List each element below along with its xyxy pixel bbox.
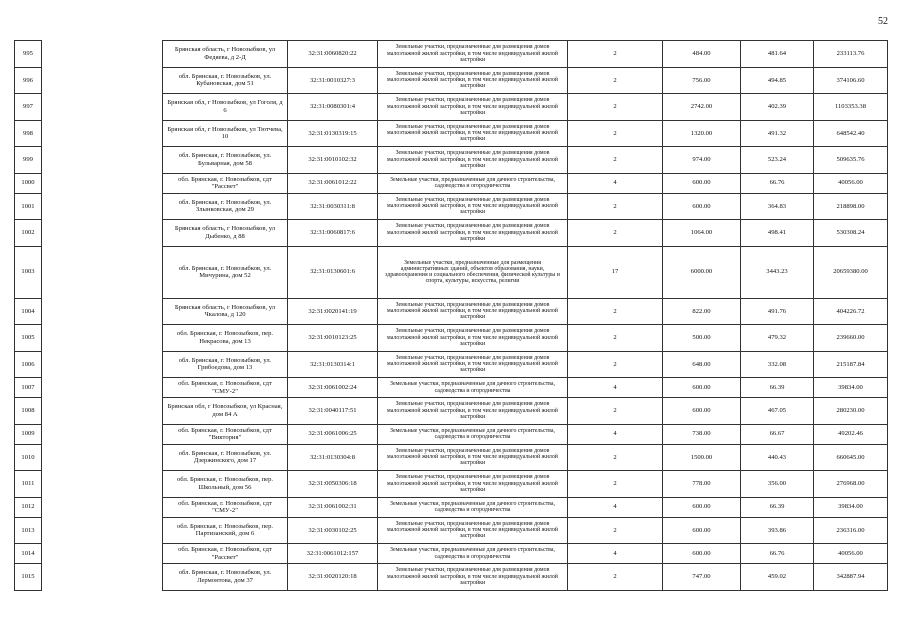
group-number-cell: 2 bbox=[568, 147, 663, 174]
table-row bbox=[15, 246, 888, 298]
address-cell: обл. Брянская, г. Новозыбков, ул. Мичурина, дом 52 bbox=[163, 246, 288, 298]
land-use-purpose-cell: Земельные участки, предназначенные для размещения домов малоэтажной жилой застройки, в том числе индивидуальной жилой застройки bbox=[378, 325, 568, 352]
land-use-purpose-cell: Земельные участки, предназначенные для размещения домов малоэтажной жилой застройки, в том числе индивидуальной жилой застройки bbox=[378, 94, 568, 121]
spacer-cell bbox=[42, 246, 163, 298]
cadastral-number-cell: 32:31:0060820:22 bbox=[288, 41, 378, 68]
land-use-purpose-cell: Земельные участки, предназначенные для дачного строительства, садоводства и огородничества bbox=[378, 378, 568, 398]
unit-value-cell: 494.85 bbox=[741, 67, 814, 94]
row-number: 1008 bbox=[15, 398, 42, 425]
cadastral-number-cell: 32:31:0010123:25 bbox=[288, 325, 378, 352]
land-use-purpose-cell: Земельные участки, предназначенные для размещения домов малоэтажной жилой застройки, в том числе индивидуальной жилой застройки bbox=[378, 444, 568, 471]
address-cell: обл. Брянская, г. Новозыбков, ул. Грибоедова, дом 13 bbox=[163, 351, 288, 378]
unit-value-cell: 356.00 bbox=[741, 471, 814, 498]
row-number: 1011 bbox=[15, 471, 42, 498]
cadastral-number-cell: 32:31:0060817:6 bbox=[288, 220, 378, 247]
group-number-cell: 4 bbox=[568, 497, 663, 517]
group-number-cell: 2 bbox=[568, 298, 663, 325]
cadastral-value-cell: 276968.00 bbox=[814, 471, 888, 498]
area-cell: 500.00 bbox=[663, 325, 741, 352]
address-cell: Брянская область, г Новозыбков, ул Чкалова, д 120 bbox=[163, 298, 288, 325]
row-number: 998 bbox=[15, 120, 42, 147]
row-number: 999 bbox=[15, 147, 42, 174]
land-use-purpose-cell: Земельные участки, предназначенные для размещения домов малоэтажной жилой застройки, в том числе индивидуальной жилой застройки bbox=[378, 351, 568, 378]
area-cell: 756.00 bbox=[663, 67, 741, 94]
table-row bbox=[15, 298, 888, 325]
unit-value-cell: 66.76 bbox=[741, 544, 814, 564]
spacer-cell bbox=[42, 398, 163, 425]
row-number: 1010 bbox=[15, 444, 42, 471]
row-number: 1002 bbox=[15, 220, 42, 247]
area-cell: 1320.00 bbox=[663, 120, 741, 147]
table-row bbox=[15, 564, 888, 591]
page-number: 52 bbox=[878, 16, 888, 27]
cadastral-value-cell: 40056.00 bbox=[814, 544, 888, 564]
address-cell: обл. Брянская, г. Новозыбков, пер. Партизанский, дом 6 bbox=[163, 517, 288, 544]
unit-value-cell: 66.39 bbox=[741, 497, 814, 517]
address-cell: обл. Брянская, г. Новозыбков, ул. Злынковская, дом 29 bbox=[163, 193, 288, 220]
area-cell: 600.00 bbox=[663, 378, 741, 398]
group-number-cell: 2 bbox=[568, 564, 663, 591]
cadastral-number-cell: 32:31:0030102:25 bbox=[288, 517, 378, 544]
land-use-purpose-cell: Земельные участки, предназначенные для дачного строительства, садоводства и огородничества bbox=[378, 173, 568, 193]
group-number-cell: 2 bbox=[568, 67, 663, 94]
land-use-purpose-cell: Земельные участки, предназначенные для дачного строительства, садоводства и огородничества bbox=[378, 424, 568, 444]
unit-value-cell: 491.76 bbox=[741, 298, 814, 325]
row-number: 1006 bbox=[15, 351, 42, 378]
group-number-cell: 2 bbox=[568, 517, 663, 544]
area-cell: 778.00 bbox=[663, 471, 741, 498]
table-row bbox=[15, 398, 888, 425]
land-use-purpose-cell: Земельные участки, предназначенные для размещения домов малоэтажной жилой застройки, в том числе индивидуальной жилой застройки bbox=[378, 564, 568, 591]
cadastral-value-cell: 530308.24 bbox=[814, 220, 888, 247]
unit-value-cell: 440.43 bbox=[741, 444, 814, 471]
cadastral-number-cell: 32:31:0130304:8 bbox=[288, 444, 378, 471]
cadastral-value-cell: 49202.46 bbox=[814, 424, 888, 444]
address-cell: обл. Брянская, г. Новозыбков, сдт "Рассвет" bbox=[163, 544, 288, 564]
unit-value-cell: 481.64 bbox=[741, 41, 814, 68]
group-number-cell: 2 bbox=[568, 94, 663, 121]
cadastral-number-cell: 32:31:0050306:18 bbox=[288, 471, 378, 498]
address-cell: обл. Брянская, г. Новозыбков, ул. Дзержинского, дом 17 bbox=[163, 444, 288, 471]
unit-value-cell: 467.05 bbox=[741, 398, 814, 425]
land-use-purpose-cell: Земельные участки, предназначенные для размещения домов малоэтажной жилой застройки, в том числе индивидуальной жилой застройки bbox=[378, 471, 568, 498]
table-row bbox=[15, 220, 888, 247]
row-number: 1009 bbox=[15, 424, 42, 444]
area-cell: 600.00 bbox=[663, 517, 741, 544]
cadastral-number-cell: 32:31:0130314:1 bbox=[288, 351, 378, 378]
cadastral-number-cell: 32:31:0061002:31 bbox=[288, 497, 378, 517]
land-use-purpose-cell: Земельные участки, предназначенные для размещения административных зданий, объектов образования, науки, здравоохранения и социального обеспечения, физической культуры и спорта, культуры, искусства, религии bbox=[378, 246, 568, 298]
land-parcel-table bbox=[14, 40, 888, 591]
cadastral-value-cell: 218898.00 bbox=[814, 193, 888, 220]
spacer-cell bbox=[42, 147, 163, 174]
area-cell: 974.00 bbox=[663, 147, 741, 174]
area-cell: 1064.00 bbox=[663, 220, 741, 247]
cadastral-number-cell: 32:31:0061002:24 bbox=[288, 378, 378, 398]
spacer-cell bbox=[42, 67, 163, 94]
land-use-purpose-cell: Земельные участки, предназначенные для размещения домов малоэтажной жилой застройки, в том числе индивидуальной жилой застройки bbox=[378, 298, 568, 325]
cadastral-value-cell: 40056.00 bbox=[814, 173, 888, 193]
address-cell: обл. Брянская, г. Новозыбков, пер. Некрасова, дом 13 bbox=[163, 325, 288, 352]
spacer-cell bbox=[42, 173, 163, 193]
address-cell: обл. Брянская, г. Новозыбков, ул. Кубановская, дом 51 bbox=[163, 67, 288, 94]
address-cell: Брянская область, г Новозыбков, ул Федяева, д 2-Д bbox=[163, 41, 288, 68]
cadastral-value-cell: 342887.94 bbox=[814, 564, 888, 591]
group-number-cell: 2 bbox=[568, 471, 663, 498]
table-row bbox=[15, 444, 888, 471]
group-number-cell: 4 bbox=[568, 173, 663, 193]
address-cell: обл. Брянская, г. Новозыбков, сдт "Виктория" bbox=[163, 424, 288, 444]
table-row bbox=[15, 351, 888, 378]
row-number: 1013 bbox=[15, 517, 42, 544]
spacer-cell bbox=[42, 41, 163, 68]
land-use-purpose-cell: Земельные участки, предназначенные для размещения домов малоэтажной жилой застройки, в том числе индивидуальной жилой застройки bbox=[378, 220, 568, 247]
unit-value-cell: 393.86 bbox=[741, 517, 814, 544]
row-number: 1004 bbox=[15, 298, 42, 325]
address-cell: обл. Брянская, г. Новозыбков, ул. Лермонтова, дом 37 bbox=[163, 564, 288, 591]
address-cell: обл. Брянская, г. Новозыбков, пер. Школьный, дом 56 bbox=[163, 471, 288, 498]
row-number: 1014 bbox=[15, 544, 42, 564]
cadastral-number-cell: 32:31:0130319:15 bbox=[288, 120, 378, 147]
cadastral-number-cell: 32:31:0030311:8 bbox=[288, 193, 378, 220]
unit-value-cell: 523.24 bbox=[741, 147, 814, 174]
spacer-cell bbox=[42, 378, 163, 398]
spacer-cell bbox=[42, 424, 163, 444]
unit-value-cell: 332.08 bbox=[741, 351, 814, 378]
unit-value-cell: 66.76 bbox=[741, 173, 814, 193]
spacer-cell bbox=[42, 471, 163, 498]
group-number-cell: 2 bbox=[568, 325, 663, 352]
address-cell: Брянская обл, г Новозыбков, ул Красная, дом 84 А bbox=[163, 398, 288, 425]
unit-value-cell: 66.39 bbox=[741, 378, 814, 398]
cadastral-value-cell: 648542.40 bbox=[814, 120, 888, 147]
group-number-cell: 2 bbox=[568, 444, 663, 471]
area-cell: 648.00 bbox=[663, 351, 741, 378]
address-cell: Брянская обл, г Новозыбков, ул Тютчева, 10 bbox=[163, 120, 288, 147]
table-row bbox=[15, 94, 888, 121]
cadastral-value-cell: 1103353.38 bbox=[814, 94, 888, 121]
row-number: 997 bbox=[15, 94, 42, 121]
land-use-purpose-cell: Земельные участки, предназначенные для дачного строительства, садоводства и огородничества bbox=[378, 544, 568, 564]
cadastral-value-cell: 236316.00 bbox=[814, 517, 888, 544]
area-cell: 2742.00 bbox=[663, 94, 741, 121]
group-number-cell: 4 bbox=[568, 378, 663, 398]
land-use-purpose-cell: Земельные участки, предназначенные для размещения домов малоэтажной жилой застройки, в том числе индивидуальной жилой застройки bbox=[378, 398, 568, 425]
unit-value-cell: 66.67 bbox=[741, 424, 814, 444]
area-cell: 600.00 bbox=[663, 398, 741, 425]
land-use-purpose-cell: Земельные участки, предназначенные для дачного строительства, садоводства и огородничества bbox=[378, 497, 568, 517]
table-row bbox=[15, 517, 888, 544]
area-cell: 600.00 bbox=[663, 193, 741, 220]
table-row bbox=[15, 424, 888, 444]
cadastral-value-cell: 404226.72 bbox=[814, 298, 888, 325]
spacer-cell bbox=[42, 544, 163, 564]
land-use-purpose-cell: Земельные участки, предназначенные для размещения домов малоэтажной жилой застройки, в том числе индивидуальной жилой застройки bbox=[378, 67, 568, 94]
table-row bbox=[15, 544, 888, 564]
address-cell: обл. Брянская, г. Новозыбков, ул. Бульварная, дом 58 bbox=[163, 147, 288, 174]
address-cell: Брянская область, г Новозыбков, ул Дыбенко, д 88 bbox=[163, 220, 288, 247]
spacer-cell bbox=[42, 325, 163, 352]
row-number: 996 bbox=[15, 67, 42, 94]
row-number: 1003 bbox=[15, 246, 42, 298]
cadastral-value-cell: 280230.00 bbox=[814, 398, 888, 425]
row-number: 1000 bbox=[15, 173, 42, 193]
area-cell: 600.00 bbox=[663, 173, 741, 193]
spacer-cell bbox=[42, 298, 163, 325]
group-number-cell: 4 bbox=[568, 424, 663, 444]
cadastral-number-cell: 32:31:0010327:3 bbox=[288, 67, 378, 94]
cadastral-number-cell: 32:31:0061012:22 bbox=[288, 173, 378, 193]
row-number: 1001 bbox=[15, 193, 42, 220]
cadastral-value-cell: 509635.76 bbox=[814, 147, 888, 174]
group-number-cell: 4 bbox=[568, 544, 663, 564]
unit-value-cell: 3443.23 bbox=[741, 246, 814, 298]
spacer-cell bbox=[42, 220, 163, 247]
area-cell: 1500.00 bbox=[663, 444, 741, 471]
table-body bbox=[15, 41, 888, 591]
address-cell: обл. Брянская, г. Новозыбков, сдт "СМУ-2" bbox=[163, 378, 288, 398]
table-row bbox=[15, 41, 888, 68]
cadastral-number-cell: 32:31:0061012:157 bbox=[288, 544, 378, 564]
spacer-cell bbox=[42, 120, 163, 147]
cadastral-value-cell: 39834.00 bbox=[814, 378, 888, 398]
cadastral-number-cell: 32:31:0010102:32 bbox=[288, 147, 378, 174]
spacer-cell bbox=[42, 497, 163, 517]
row-number: 995 bbox=[15, 41, 42, 68]
table-row bbox=[15, 193, 888, 220]
table-row bbox=[15, 497, 888, 517]
group-number-cell: 2 bbox=[568, 193, 663, 220]
cadastral-value-cell: 233113.76 bbox=[814, 41, 888, 68]
group-number-cell: 2 bbox=[568, 120, 663, 147]
table-row bbox=[15, 173, 888, 193]
cadastral-number-cell: 32:31:0020141:19 bbox=[288, 298, 378, 325]
cadastral-value-cell: 215187.84 bbox=[814, 351, 888, 378]
unit-value-cell: 364.83 bbox=[741, 193, 814, 220]
area-cell: 822.00 bbox=[663, 298, 741, 325]
address-cell: Брянская обл, г Новозыбков, ул Гоголя, д 6 bbox=[163, 94, 288, 121]
cadastral-number-cell: 32:31:0040117:51 bbox=[288, 398, 378, 425]
unit-value-cell: 479.32 bbox=[741, 325, 814, 352]
area-cell: 6000.00 bbox=[663, 246, 741, 298]
cadastral-value-cell: 374106.60 bbox=[814, 67, 888, 94]
group-number-cell: 17 bbox=[568, 246, 663, 298]
area-cell: 600.00 bbox=[663, 544, 741, 564]
unit-value-cell: 459.02 bbox=[741, 564, 814, 591]
row-number: 1005 bbox=[15, 325, 42, 352]
row-number: 1012 bbox=[15, 497, 42, 517]
land-use-purpose-cell: Земельные участки, предназначенные для размещения домов малоэтажной жилой застройки, в том числе индивидуальной жилой застройки bbox=[378, 147, 568, 174]
row-number: 1015 bbox=[15, 564, 42, 591]
table-row bbox=[15, 325, 888, 352]
row-number: 1007 bbox=[15, 378, 42, 398]
cadastral-number-cell: 32:31:0130601:6 bbox=[288, 246, 378, 298]
cadastral-value-cell: 39834.00 bbox=[814, 497, 888, 517]
cadastral-value-cell: 239660.00 bbox=[814, 325, 888, 352]
area-cell: 600.00 bbox=[663, 497, 741, 517]
spacer-cell bbox=[42, 193, 163, 220]
cadastral-number-cell: 32:31:0061006:25 bbox=[288, 424, 378, 444]
area-cell: 484.00 bbox=[663, 41, 741, 68]
table-row bbox=[15, 471, 888, 498]
address-cell: обл. Брянская, г. Новозыбков, сдт "СМУ-2" bbox=[163, 497, 288, 517]
table-row bbox=[15, 147, 888, 174]
group-number-cell: 2 bbox=[568, 41, 663, 68]
land-use-purpose-cell: Земельные участки, предназначенные для размещения домов малоэтажной жилой застройки, в том числе индивидуальной жилой застройки bbox=[378, 193, 568, 220]
address-cell: обл. Брянская, г. Новозыбков, сдт "Рассвет" bbox=[163, 173, 288, 193]
spacer-cell bbox=[42, 351, 163, 378]
spacer-cell bbox=[42, 94, 163, 121]
cadastral-value-cell: 20659380.00 bbox=[814, 246, 888, 298]
land-use-purpose-cell: Земельные участки, предназначенные для размещения домов малоэтажной жилой застройки, в том числе индивидуальной жилой застройки bbox=[378, 41, 568, 68]
unit-value-cell: 402.39 bbox=[741, 94, 814, 121]
table-row bbox=[15, 378, 888, 398]
group-number-cell: 2 bbox=[568, 351, 663, 378]
area-cell: 747.00 bbox=[663, 564, 741, 591]
table-row bbox=[15, 67, 888, 94]
spacer-cell bbox=[42, 444, 163, 471]
group-number-cell: 2 bbox=[568, 398, 663, 425]
cadastral-number-cell: 32:31:0080301:4 bbox=[288, 94, 378, 121]
spacer-cell bbox=[42, 564, 163, 591]
cadastral-value-cell: 660645.00 bbox=[814, 444, 888, 471]
unit-value-cell: 498.41 bbox=[741, 220, 814, 247]
group-number-cell: 2 bbox=[568, 220, 663, 247]
cadastral-number-cell: 32:31:0020120:18 bbox=[288, 564, 378, 591]
land-use-purpose-cell: Земельные участки, предназначенные для размещения домов малоэтажной жилой застройки, в том числе индивидуальной жилой застройки bbox=[378, 120, 568, 147]
land-use-purpose-cell: Земельные участки, предназначенные для размещения домов малоэтажной жилой застройки, в том числе индивидуальной жилой застройки bbox=[378, 517, 568, 544]
spacer-cell bbox=[42, 517, 163, 544]
table-row bbox=[15, 120, 888, 147]
area-cell: 738.00 bbox=[663, 424, 741, 444]
unit-value-cell: 491.32 bbox=[741, 120, 814, 147]
